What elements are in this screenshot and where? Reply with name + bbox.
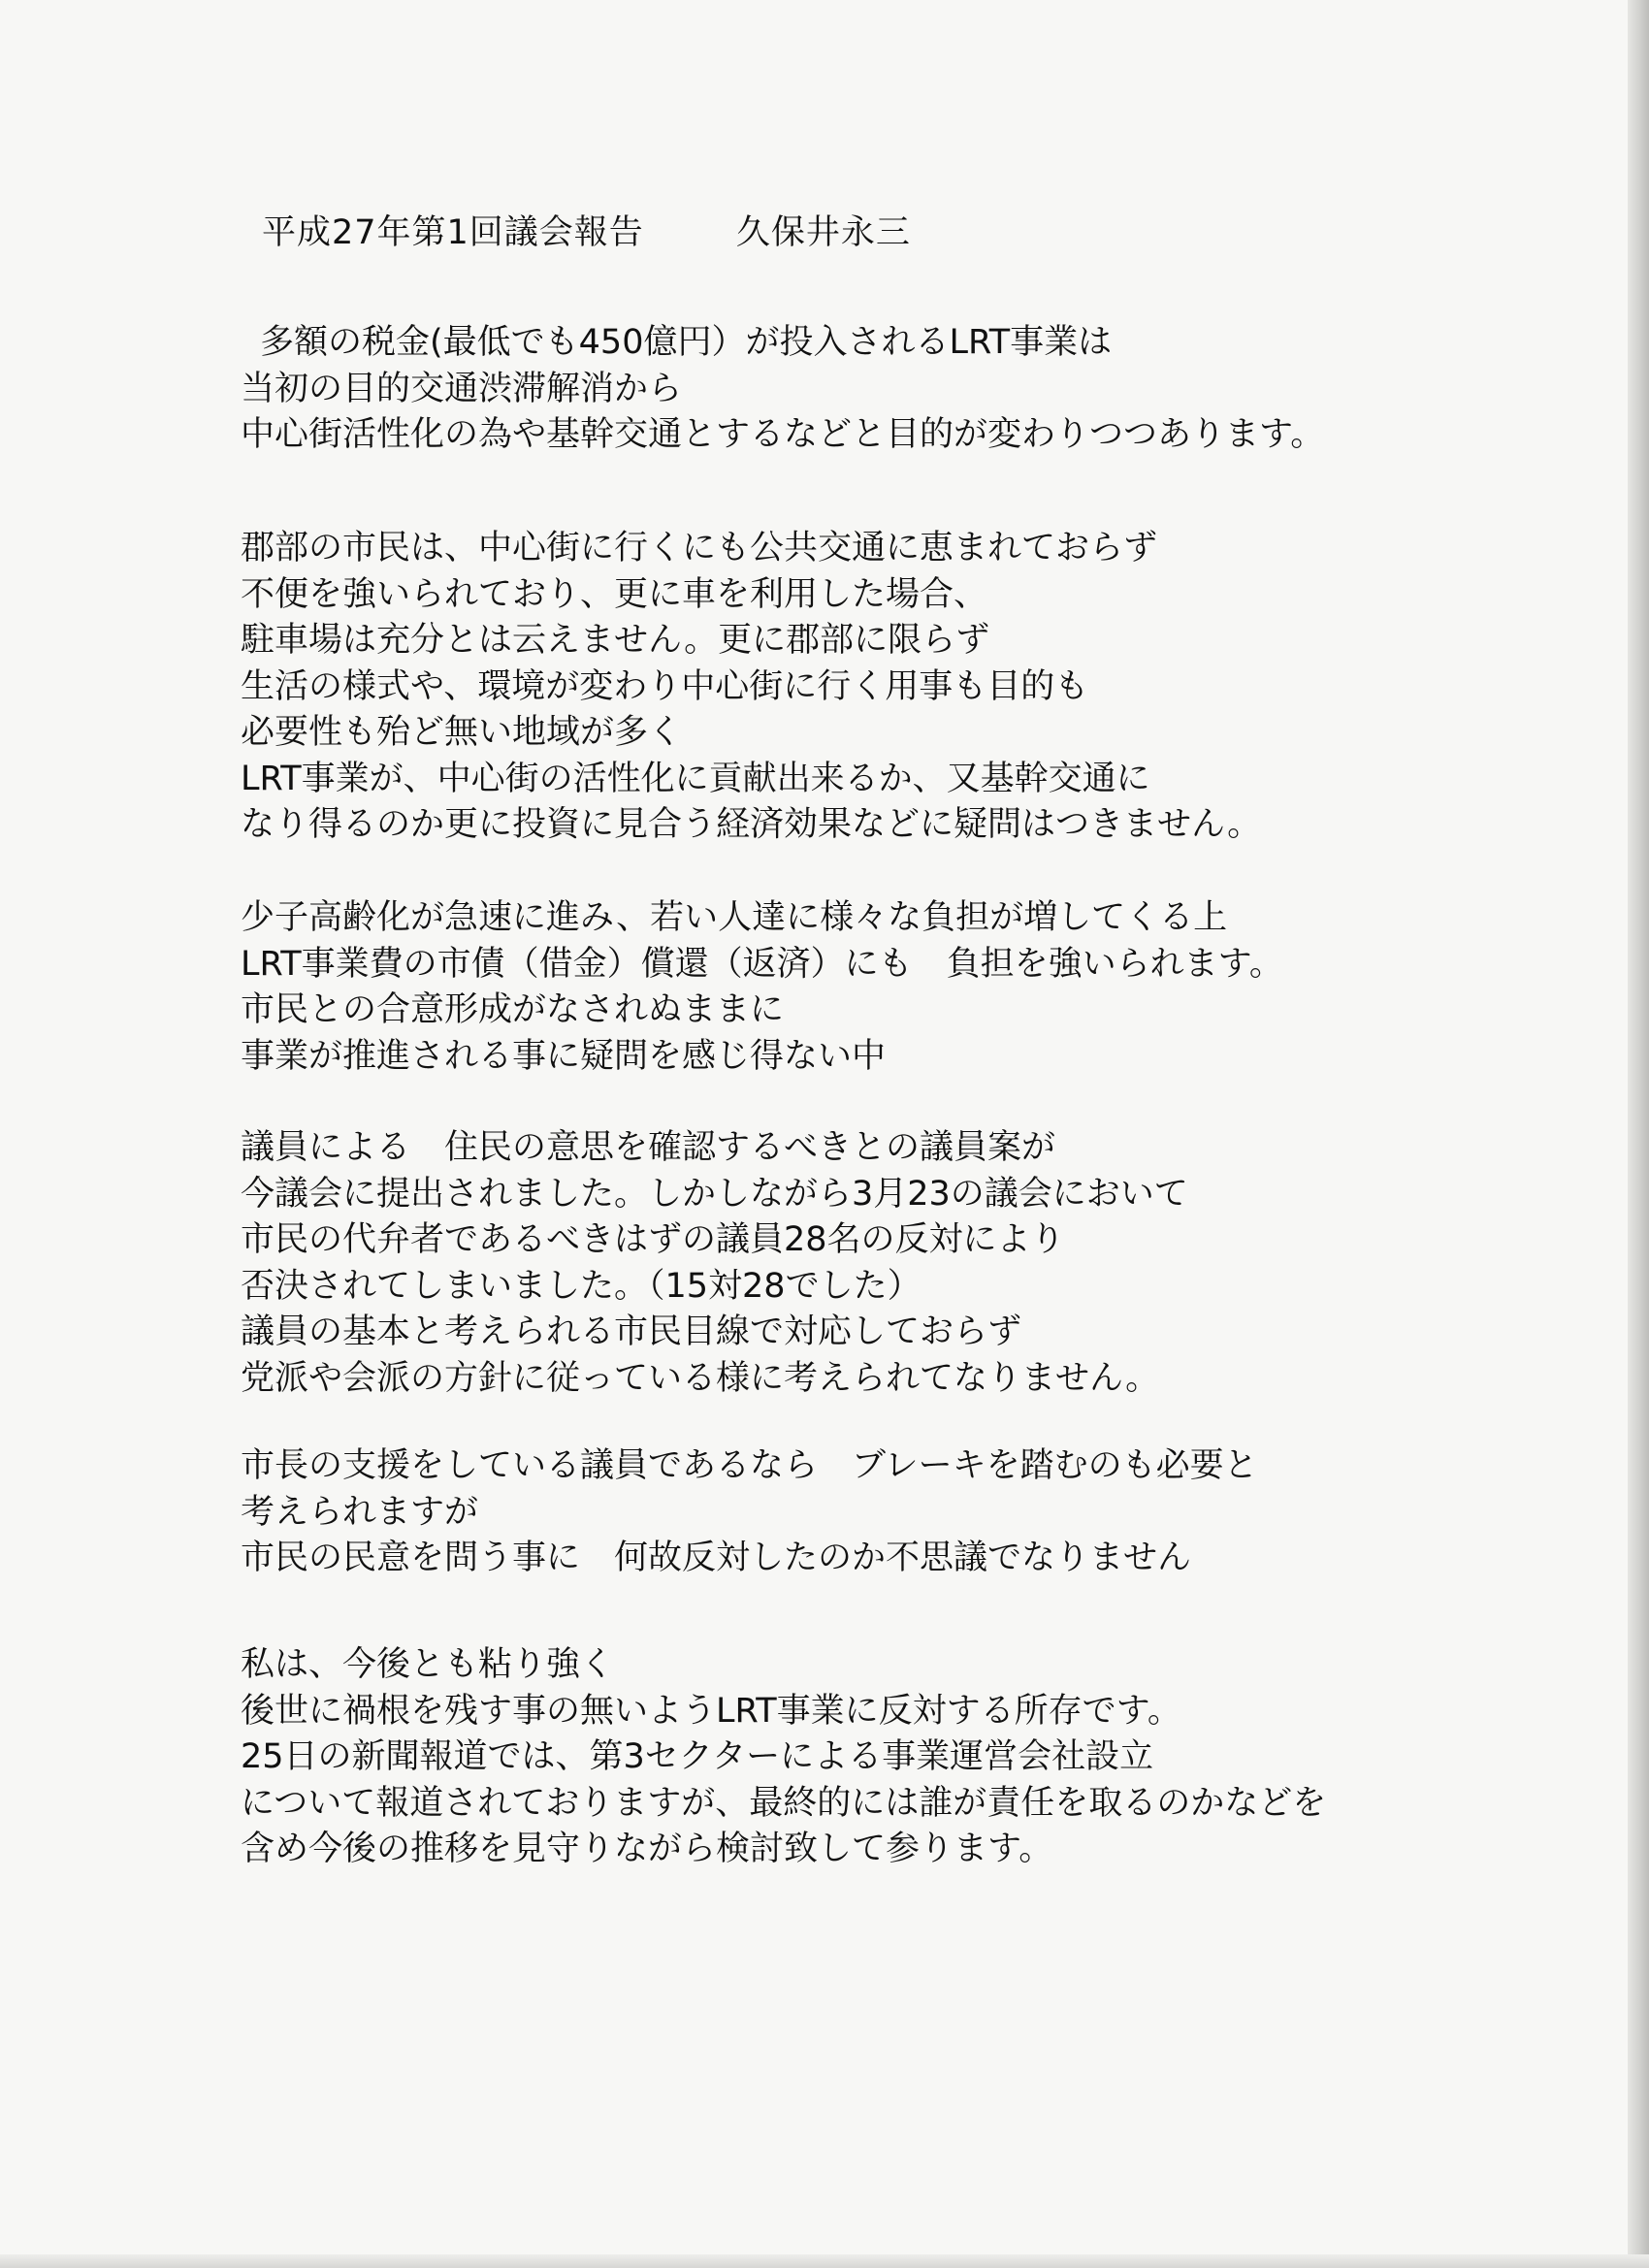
paragraph-conclusion [241,1642,1326,1873]
paragraph-line: 考えられますが [241,1492,479,1532]
paragraph-line: なり得るのか更に投資に見合う経済効果などに疑問はつきません。 [241,805,1262,844]
paragraph-line: 少子高齢化が急速に進み、若い人達に様々な負担が増してくる上 [241,898,1228,937]
paragraph-lrt-purpose [241,320,1324,459]
paragraph-line: 今議会に提出されました。しかしながら3月23の議会において [241,1174,1188,1214]
paragraph-line: 否決されてしまいました。（15対28でした） [241,1266,922,1306]
scan-edge-shadow [1628,0,1649,2268]
paragraph-line: 不便を強いられており、更に車を利用した場合、 [241,574,988,614]
paragraph-line: 党派や会派の方針に従っている様に考えられてなりません。 [241,1358,1160,1398]
paragraph-line: 市長の支援をしている議員であるなら ブレーキを踏むのも必要と [241,1446,1258,1485]
paragraph-line: 25日の新聞報道では、第3セクターによる事業運営会社設立 [241,1737,1154,1776]
paragraph-line: 市民との合意形成がなされぬままに [241,990,785,1029]
paragraph-mayor-support [241,1443,1258,1582]
paragraph-line: 議員による 住民の意思を確認するべきとの議員案が [241,1128,1056,1167]
paragraph-line: 市民の代弁者であるべきはずの議員28名の反対により [241,1220,1065,1259]
paragraph-line: 当初の目的交通渋滞解消から [241,369,683,408]
paragraph-line: 含め今後の推移を見守りながら検討致して参ります。 [241,1830,1053,1868]
scan-edge-shadow-bottom [0,2254,1649,2268]
paragraph-line: 私は、今後とも粘り強く [241,1645,615,1684]
paragraph-line: 郡部の市民は、中心街に行くにも公共交通に恵まれておらず [241,529,1158,567]
paragraph-line: 市民の民意を問う事に 何故反対したのか不思議でなりません [241,1539,1192,1577]
paragraph-line: 事業が推進される事に疑問を感じ得ない中 [241,1036,887,1076]
paragraph-line: 議員の基本と考えられる市民目線で対応しておらず [241,1312,1022,1351]
paragraph-line: 必要性も殆ど無い地域が多く [241,713,683,752]
paragraph-assembly-vote [241,1125,1188,1402]
paragraph-aging-burden [241,895,1283,1080]
paragraph-line: 多額の税金(最低でも450億円）が投入されるLRT事業は [260,323,1113,362]
paragraph-line: について報道されておりますが、最終的には誰が責任を取るのかなどを [241,1783,1327,1823]
paragraph-line: 駐車場は充分とは云えません。更に郡部に限らず [241,621,990,660]
paragraph-line: 後世に禍根を残す事の無いようLRT事業に反対する所存です。 [241,1691,1181,1731]
paragraph-line: LRT事業費の市債（借金）償還（返済）にも 負担を強いられます。 [241,944,1283,984]
paragraph-rural-citizens [241,526,1261,849]
paragraph-line: 中心街活性化の為や基幹交通とするなどと目的が変わりつつあります。 [241,415,1325,454]
paragraph-line: LRT事業が、中心街の活性化に貢献出来るか、又基幹交通に [241,759,1150,798]
paragraph-line: 生活の様式や、環境が変わり中心街に行く用事も目的も [241,666,1089,706]
document-author: 久保井永三 [735,213,911,252]
document-header [262,206,911,254]
document-title: 平成27年第1回議会報告 [262,213,644,252]
